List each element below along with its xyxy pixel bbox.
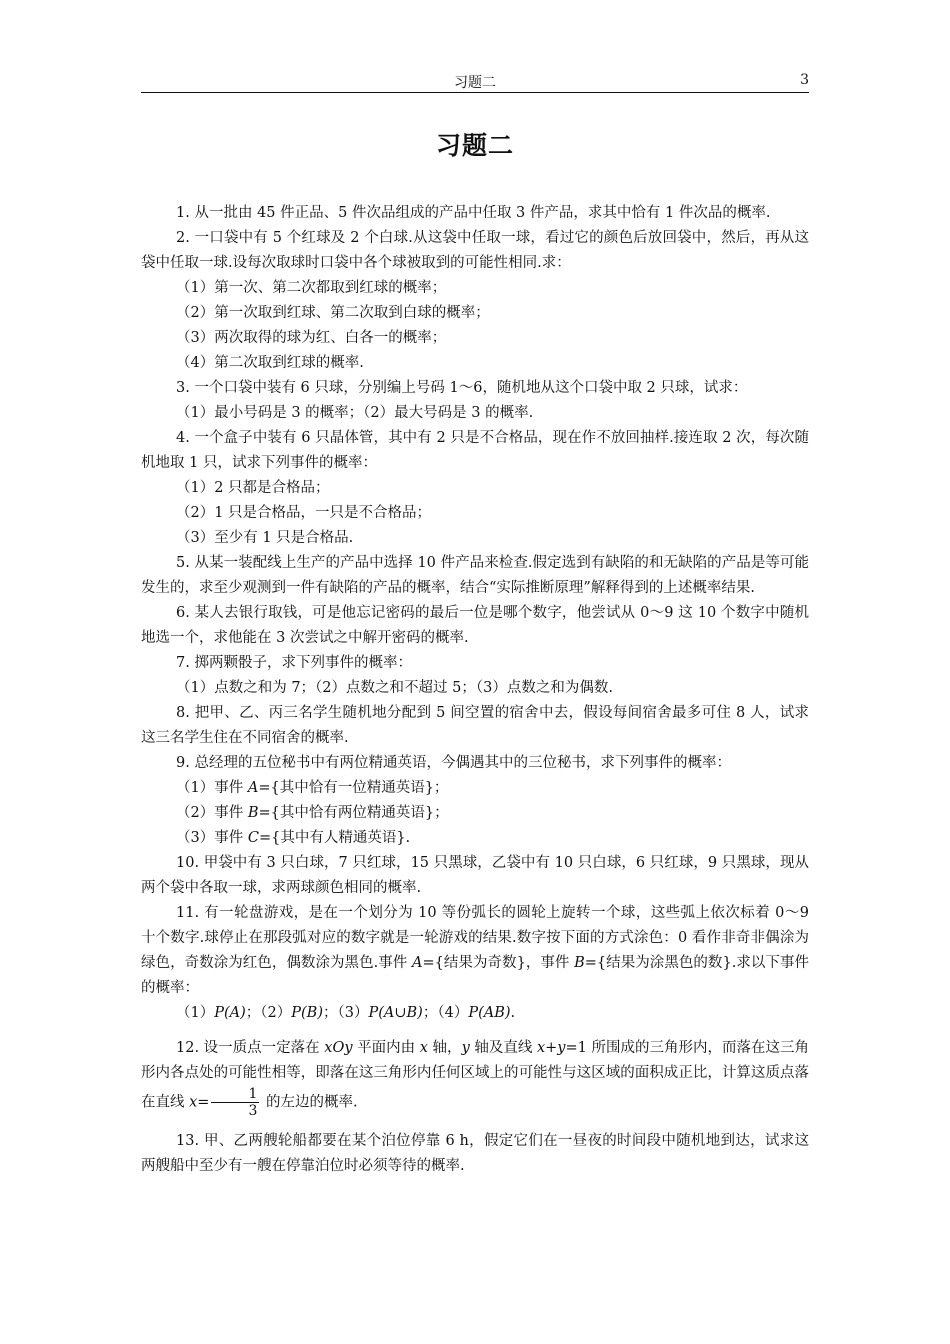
problem-12-text-6: 的左边的概率. xyxy=(261,1094,358,1111)
problem-4: 4. 一个盒子中装有 6 只晶体管，其中有 2 只是不合格品，现在作不放回抽样.接连取 2 次，每次随机地取 1 只，试求下列事件的概率： xyxy=(141,430,809,471)
problem-12-text-5: =1 所围成的三角形内，而落在这三角形内各点处的可能性相等，即落在这三角形内任何区域上的可能性与这区域的面积成正比，计算这质点落在直线 xyxy=(141,1040,809,1111)
problem-4-part-1: （1）2 只都是合格品； xyxy=(176,480,330,496)
line-expression: x+y xyxy=(536,1040,566,1056)
header-title: 习题二 xyxy=(454,75,496,91)
part-label-2: ；（2） xyxy=(245,1005,292,1021)
event-a-symbol: A xyxy=(247,780,259,796)
problem-2-part-1: （1）第一次、第二次都取到红球的概率； xyxy=(176,280,447,296)
problem-2-part-4: （4）第二次取到红球的概率. xyxy=(176,355,364,371)
problem-7-parts: （1）点数之和为 7；（2）点数之和不超过 5；（3）点数之和为偶数. xyxy=(176,680,613,696)
running-header xyxy=(141,72,809,93)
problem-13: 13. 甲、乙两艘轮船都要在某个泊位停靠 6 h，假定它们在一昼夜的时间段中随机地到达，试求这两艘船中至少有一艘在停靠泊位时必须等待的概率. xyxy=(141,1133,809,1174)
x-axis-symbol: x xyxy=(419,1040,428,1056)
problem-7: 7. 掷两颗骰子，求下列事件的概率： xyxy=(176,655,412,671)
problem-11-text-1: 11. 有一轮盘游戏，是在一个划分为 10 等份弧长的圆轮上旋转一个球，这些弧上依次标着 0～9 十个数字.球停止在那段弧对应的数字就是一轮游戏的结果.数字按下面的方式涂色：0 看作非奇非偶涂为绿色，奇数涂为红色，偶数涂为黑色.事件 xyxy=(141,905,809,971)
formula-p-b: P(B) xyxy=(291,1005,323,1021)
problem-12-text-4: 轴及直线 xyxy=(469,1040,537,1056)
event-c-symbol: C xyxy=(247,830,259,846)
problem-12 xyxy=(141,1036,809,1119)
problem-12-text-1: 12. 设一质点一定落在 xyxy=(176,1040,325,1056)
problem-3-parts: （1）最小号码是 3 的概率；（2）最大号码是 3 的概率. xyxy=(176,405,534,421)
problem-4-part-3: （3）至少有 1 只是合格品. xyxy=(176,530,354,546)
problem-5: 5. 从某一装配线上生产的产品中选择 10 件产品来检查.假定选到有缺陷的和无缺陷的产品是等可能发生的，求至少观测到一件有缺陷的产品的概率，结合“实际推断原理”解释得到的上述概率结果. xyxy=(141,555,809,596)
equals-sign: = xyxy=(197,1094,210,1111)
problem-10: 10. 甲袋中有 3 只白球，7 只红球，15 只黑球，乙袋中有 10 只白球，6 只红球，9 只黑球，现从两个袋中各取一球，求两球颜色相同的概率. xyxy=(141,855,809,896)
problem-2: 2. 一口袋中有 5 个红球及 2 个白球.从这袋中任取一球，看过它的颜色后放回袋中，然后，再从这袋中任取一球.设每次取球时口袋中各个球被取到的可能性相同.求： xyxy=(141,230,809,271)
problem-12-text-2: 平面内由 xyxy=(352,1040,420,1056)
problem-11 xyxy=(141,901,809,1001)
problem-8: 8. 把甲、乙、丙三名学生随机地分配到 5 间空置的宿舍中去，假设每间宿舍最多可住 8 人，试求这三名学生住在不同宿舍的概率. xyxy=(141,705,809,746)
y-axis-symbol: y xyxy=(461,1040,470,1056)
problem-11-parts xyxy=(141,1001,809,1026)
page-title: 习题二 xyxy=(435,131,514,160)
problem-9-part-3-text: ={其中有人精通英语}. xyxy=(258,830,411,846)
page-number: 3 xyxy=(800,72,809,88)
formula-end: . xyxy=(510,1005,516,1021)
problem-2-part-2: （2）第一次取到红球、第二次取到白球的概率； xyxy=(176,305,490,321)
problem-9-part-1-text: ={其中恰有一位精通英语}； xyxy=(258,780,449,796)
event-b-symbol: B xyxy=(574,955,585,971)
event-a-symbol: A xyxy=(411,955,423,971)
part-label-4: ；（4） xyxy=(422,1005,469,1021)
formula-p-ab: P(AB) xyxy=(468,1005,511,1021)
x-symbol: x xyxy=(189,1094,198,1111)
problem-1: 1. 从一批由 45 件正品、5 件次品组成的产品中任取 3 件产品，求其中恰有 1 件次品的概率. xyxy=(176,205,771,221)
problem-9-part-3 xyxy=(141,826,809,851)
problem-9-part-2-text: ={其中恰有两位精通英语}； xyxy=(258,805,449,821)
fraction-numerator: 1 xyxy=(211,1086,259,1103)
fraction-one-third xyxy=(211,1086,259,1119)
problem-list xyxy=(141,201,809,1179)
plane-symbol: xOy xyxy=(324,1040,353,1056)
part-label-1: （1） xyxy=(176,1005,215,1021)
fraction-denominator: 3 xyxy=(248,1103,258,1119)
problem-12-text-3: 轴， xyxy=(427,1040,462,1056)
formula-p-a: P(A) xyxy=(214,1005,246,1021)
problem-4-part-2: （2）1 只是合格品，一只是不合格品； xyxy=(176,505,432,521)
problem-9-part-1 xyxy=(141,776,809,801)
problem-6: 6. 某人去银行取钱，可是他忘记密码的最后一位是哪个数字，他尝试从 0～9 这 10 个数字中随机地选一个，求他能在 3 次尝试之中解开密码的概率. xyxy=(141,605,809,646)
problem-9-part-1-prefix: （1）事件 xyxy=(176,780,248,796)
problem-11-text-2: ={结果为奇数}，事件 xyxy=(422,955,575,971)
problem-9-part-2-prefix: （2）事件 xyxy=(176,805,248,821)
problem-9-part-3-prefix: （3）事件 xyxy=(176,830,248,846)
problem-9-part-2 xyxy=(141,801,809,826)
problem-11-text-3: ={结果为涂黑色的数}.求以下事件的概率： xyxy=(141,955,809,996)
problem-2-part-3: （3）两次取得的球为红、白各一的概率； xyxy=(176,330,447,346)
problem-3: 3. 一个口袋中装有 6 只球，分别编上号码 1～6，随机地从这个口袋中取 2 只球，试求： xyxy=(176,380,748,396)
problem-9: 9. 总经理的五位秘书中有两位精通英语，今偶遇其中的三位秘书，求下列事件的概率： xyxy=(176,755,731,771)
event-b-symbol: B xyxy=(247,805,259,821)
formula-p-a-union-b: P(A∪B) xyxy=(368,1005,423,1021)
part-label-3: ；（3） xyxy=(323,1005,369,1021)
